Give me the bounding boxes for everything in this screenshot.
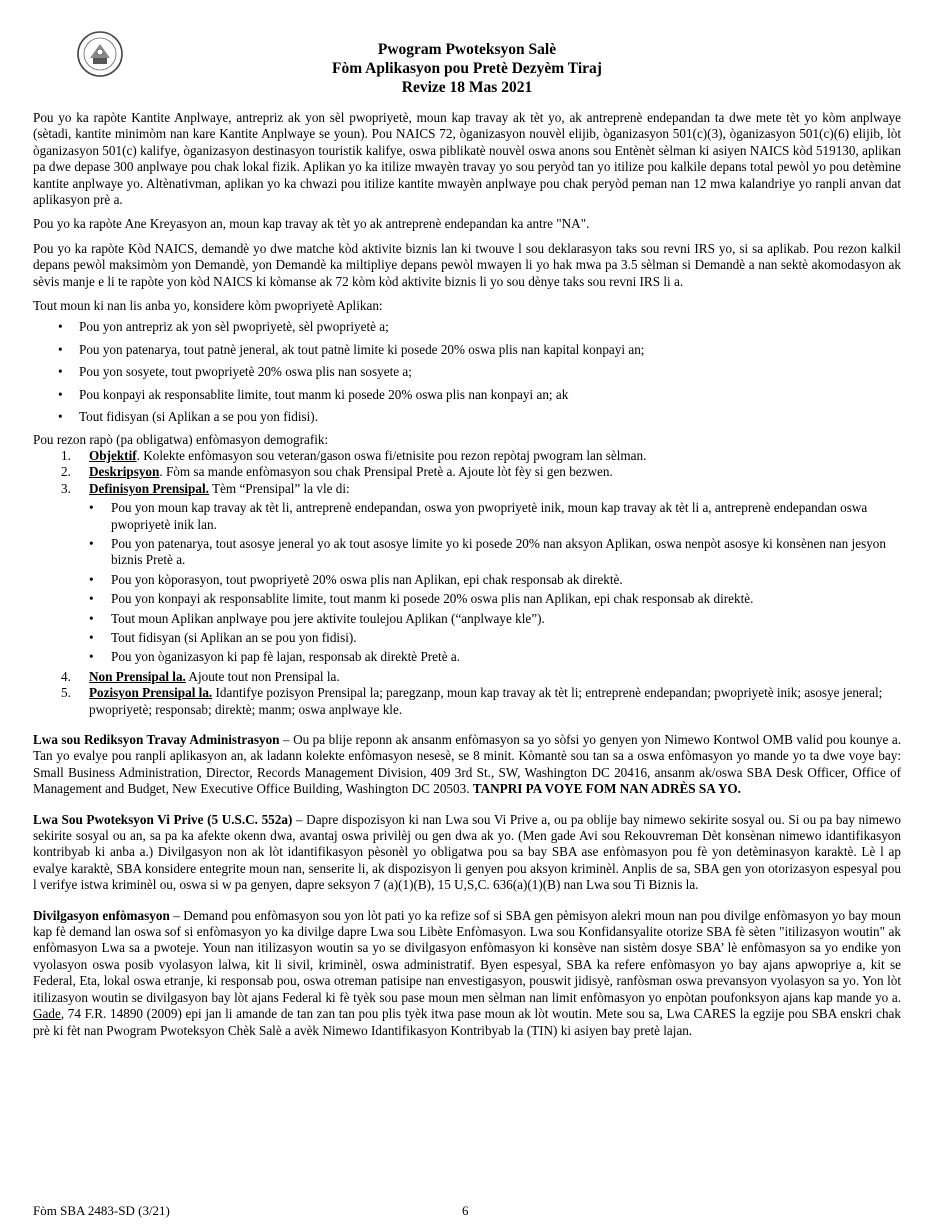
item-number: 1.: [61, 447, 71, 463]
section-heading: Divilgasyon enfòmasyon: [33, 907, 170, 923]
section-heading: Lwa Sou Pwoteksyon Vi Prive (5 U.S.C. 552a): [33, 811, 293, 827]
list-item: • Pou yon òganizasyon ki pap fè lajan, responsab ak direktè Pretè a.: [111, 649, 901, 665]
item-label: Definisyon Prensipal.: [89, 480, 209, 496]
list-item: • Pou yon konpayi ak responsablite limite, tout manm ki posede 20% oswa plis nan Aplikan, epi chak responsab ak direktè.: [111, 591, 901, 607]
item-text: Tèm “Prensipal” la vle di:: [208, 480, 350, 496]
list-item: • Pou yon patenarya, tout asosye jeneral yo ak tout asosye limite yo ki posede 20% nan aksyon Aplikan, oswa nenpòt asosye ki konsènen nan jesyon biznis Pretè a.: [111, 536, 901, 569]
list-item: • Pou yon sosyete, tout pwopriyetè 20% oswa plis nan sosyete a;: [79, 364, 901, 380]
item-text: . Fòm sa mande enfòmasyon sou chak Prensipal Pretè a. Ajoute lòt fèy si gen bezwen.: [159, 464, 613, 480]
item-text: Ajoute tout non Prensipal la.: [185, 668, 340, 684]
section-text: , 74 F.R. 14890 (2009) epi jan li amande de tan zan tan pou plis tyèk itwa pase moun ak lòt woutin. Mete sou sa, Lwa CARES la egzije pou SBA enskri chak prè ki fèt nan Pwogram Pwoteksyon Chèk Salè a avèk Nimewo Idantifikasyon Kontribyab la (TIN) ki asiyen bay pretè lajan.: [33, 1006, 901, 1038]
item-text: Idantifye pozisyon Prensipal la; paregzanp, moun kap travay ak tèt li; entreprenè endepandan; pwopriyetè inik; asosye jeneral; pwopriyetè; responsab; direktè; manm; oswa anplwaye kle.: [89, 685, 883, 717]
owners-list: [33, 319, 901, 425]
list-item: • Pou yon kòporasyon, tout pwopriyetè 20% oswa plis nan Aplikan, epi chak responsab ak direktè.: [111, 572, 901, 588]
item-number: 2.: [61, 464, 71, 480]
item-label: Pozisyon Prensipal la.: [89, 685, 213, 701]
disclosure-section: [33, 908, 901, 1039]
item-text: . Kolekte enfòmasyon sou veteran/gason oswa fi/etnisite pou rezon repòtaj pwogram lan sèlman.: [136, 447, 647, 463]
paperwork-reduction-section: [33, 732, 901, 798]
item-label: Non Prensipal la.: [89, 668, 186, 684]
demographic-intro: Pou rezon rapò (pa obligatwa) enfòmasyon demografik:: [33, 431, 329, 447]
list-item: • Tout moun Aplikan anplwaye pou jere aktivite toulejou Aplikan (“anplwaye kle”).: [111, 611, 901, 627]
owners-intro: Tout moun ki nan lis anba yo, konsidere kòm pwopriyetè Aplikan:: [33, 298, 383, 314]
list-item: [61, 685, 901, 718]
section-heading: Lwa sou Rediksyon Travay Administrasyon: [33, 732, 280, 747]
form-id: Fòm SBA 2483-SD (3/21): [33, 1203, 170, 1218]
list-item: • Pou yon patenarya, tout patnè jeneral, ak tout patnè limite ki posede 20% oswa plis nan kapital konpayi an;: [79, 342, 901, 358]
program-title: Pwogram Pwoteksyon Salè: [377, 41, 557, 58]
item-label: Objektif: [89, 447, 137, 463]
item-number: 4.: [61, 668, 71, 684]
section-text: – Dapre dispozisyon ki nan Lwa sou Vi Prive a, ou pa oblije bay nimewo sekirite sosyal ou. Si ou pa bay nimewo sekirite sosyal ou an, sa pa ka afekte okenn dwa, avantaj oswa privilèj ou gen dwa ak yo. (Men gade Avi sou Rekouvreman Dèt konsènan nimewo idantifikasyon kontribyab ki anba a.) Divilgasyon non ak lòt idantifikasyon pèsonèl yo obligatwa pou sa bay SBA ase enfòmasyon pou fè yon detèminasyon karaktè. Lè l ap evalye karaktè, SBA konsidere entegrite moun nan, senserite li, ak dispozisyon li genyen pou aksyon kriminèl. Anplis de sa, SBA gen yon otorizasyon espesyal pou l verifye istwa kriminèl ou, oswa si w pa genyen, dapre seksyon 7 (a)(1)(B), 15 U,S,C. 636(a)(1)(B) nan Lwa sou Ti Biznis la.: [33, 811, 901, 893]
page-number: 6: [462, 1203, 469, 1218]
list-item: [61, 480, 901, 666]
item-number: 3.: [61, 480, 71, 496]
list-item: [61, 464, 901, 480]
form-subtitle: Fòm Aplikasyon pou Pretè Dezyèm Tiraj: [332, 60, 602, 77]
demographic-list: [33, 448, 901, 718]
principal-definition-list: [89, 500, 901, 666]
list-item: • Tout fidisyan (si Aplikan an se pou yon fidisi).: [111, 630, 901, 646]
item-number: 5.: [61, 685, 71, 701]
naics-paragraph: Pou yo ka rapòte Kòd NAICS, demandè yo dwe matche kòd aktivite biznis lan ki twouve l sou deklarasyon taks sou revni IRS yo, si sa aplikab. Pou rezon kalkil depans pewòl maksimòm yon Demandè, yon Demandè ka miltipliye depans pewòl mwayen li yo hak mwa pa 3.5 sèlman si Demandè a nan sektè akomodasyon ak sèvis manje e li te rapòte yon kòd NAICS ki kòmanse ak 72 kòm kòd aktivite biznis li yo sou dènye taks sou revni IRS li a.: [33, 240, 901, 289]
privacy-act-section: [33, 812, 901, 894]
section-text: – Ou pa blije reponn ak ansanm enfòmasyon sa yo sòfsi yo genyen yon Nimewo Kontwol OMB valid pou kounye a. Tan yo evalye pou ranpli aplikasyon an, ak ladann kolekte enfòmasyon nesesè, se 8 minit. Kòmantè sou tan sa a oswa enfòmasyon yo mande yo ta dwe voye bay: Small Business Administration, Director, Records Management Division, 409 3rd St., SW, Washington DC 20416, ansanm ak/oswa SBA Desk Officer, Office of Management and Budget, New Executive Office Building, Washington DC 20503.: [33, 732, 902, 797]
citation-link: Gade: [33, 1006, 61, 1022]
year-paragraph: Pou yo ka rapòte Ane Kreyasyon an, moun kap travay ak tèt yo ak antreprenè endepandan ka antre "NA".: [33, 216, 590, 232]
list-item: • Pou yon antrepriz ak yon sèl pwopriyetè, sèl pwopriyetè a;: [79, 319, 901, 335]
list-item: • Pou yon moun kap travay ak tèt li, antreprenè endepandan, oswa yon pwopriyetè inik, moun kap travay ak tèt li a, antreprenè endepandan oswa pwopriyetè inik lan.: [111, 500, 901, 533]
document-header: [33, 40, 901, 97]
list-item: [61, 447, 901, 464]
employee-count-paragraph: Pou yo ka rapòte Kantite Anplwaye, antrepriz ak yon sèl pwopriyetè, moun kap travay ak tèt yo, ak antreprenè endepandan ta dwe mete tèt yo kòm anplwaye (sètadi, kantite minimòm nan kare Kantite Anplwaye se youn). Pou NAICS 72, òganizasyon nouvèl elijib, òganizasyon 501(c)(3), òganizasyon 501(c)(6) elijib, lòt òganizasyon 501(c) kalifye, òganizasyon destinasyon touristik kalifye, oswa piblikatè nouvèl oswa anons sou Entènèt sèlman ki asiyen NAICS kòd 519130, aplikan pa dwe depase 300 anplwaye pou chak lokal fizik. Aplikan yo ka itilize mwayèn travay yo sou peryòd tan yo itilize pou kalkile depans total pewòl yo pou detèmine kantite anplwaye yo. Altènativman, aplikan yo ka chwazi pou itilize kantite mwayèn anplwaye pou chak peryòd peman nan 12 mwa kalandriye yo ranpli anvan dat aplikasyon prè a.: [33, 110, 901, 208]
list-item: • Pou konpayi ak responsablite limite, tout manm ki posede 20% oswa plis nan konpayi an; ak: [79, 387, 901, 403]
list-item: • Tout fidisyan (si Aplikan a se pou yon fidisi).: [79, 409, 901, 425]
revision-date: Revize 18 Mas 2021: [401, 79, 533, 96]
document-page: [33, 30, 901, 1039]
list-item: [61, 668, 901, 685]
section-text: – Demand pou enfòmasyon sou yon lòt pati yo ka refize sof si SBA gen pèmisyon alekri moun nan pou divilge enfòmasyon yo bay moun kap fè demand lan oswa sof si enfòmasyon yo ka divilge dapre Lwa sou Libète Enfòmasyon. Lwa sou Konfidansyalite otorize SBA fè sèten "itilizasyon woutin" ak enfòmasyon Lwa sa a pwoteje. Youn nan itilizasyon woutin sa yo se divilgasyon enfòmasyon ki konsève nan sistèm dosye SBA’ lè enfòmasyon sa yo endike yon vyolasyon oswa posib vyolasyon lalwa, kit li sivil, kriminèl, oswa administratif. Byen espesyal, SBA ka refere enfòmasyon yo bay ajans apwopriye a, kit se Federal, Eta, lokal oswa etranje, ki responsab pou, oswa otreman patisipe nan envestigasyon, pouswit jidisyè, ranfòsman oswa prevansyon vyolasyon sa yo. Yon lòt itilizasyon woutin se divilgasyon bay lòt ajans Federal ki fè tyèk sou pase moun men sèlman nan limit enfòmasyon yo enpòtan poufonksyon ajans kap mande yo a.: [33, 907, 901, 1005]
item-label: Deskripsyon: [89, 464, 160, 480]
section-emphasis: TANPRI PA VOYE FOM NAN ADRÈS SA YO.: [472, 781, 741, 797]
